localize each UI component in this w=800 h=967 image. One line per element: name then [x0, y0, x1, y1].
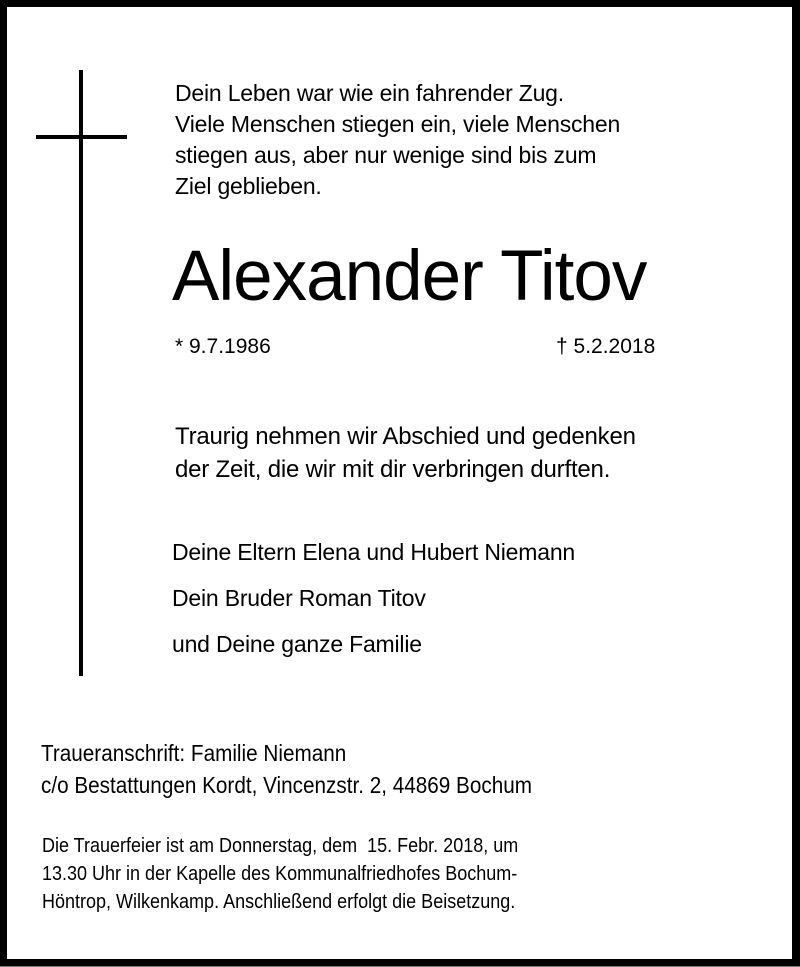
death-date: † 5.2.2018 [556, 335, 656, 358]
family-line-all: und Deine ganze Familie [172, 631, 422, 657]
deceased-name: Alexander Titov [172, 237, 647, 316]
mourning-address [41, 737, 587, 801]
address-line: c/o Bestattungen Kordt, Vincenzstr. 2, 44869 Bochum [41, 772, 532, 798]
birth-date: * 9.7.1986 [175, 335, 271, 358]
ceremony-line: Die Trauerfeier ist am Donnerstag, dem 15. Febr. 2018, um [42, 835, 519, 857]
mourning-line: Traurig nehmen wir Abschied und gedenken [175, 423, 636, 450]
mourning-line: der Zeit, die wir mit dir verbringen durften. [175, 456, 611, 483]
mourning-text [175, 420, 636, 486]
memorial-poem [175, 78, 620, 202]
cross-vertical-bar [79, 70, 83, 676]
family-line-brother: Dein Bruder Roman Titov [172, 585, 426, 611]
ceremony-line: Höntrop, Wilkenkamp. Anschließend erfolgt die Beisetzung. [42, 891, 516, 913]
family-line-parents: Deine Eltern Elena und Hubert Niemann [172, 539, 576, 565]
poem-line: Dein Leben war wie ein fahrender Zug. [175, 80, 564, 106]
poem-line: Viele Menschen stiegen ein, viele Menschen [175, 111, 621, 137]
cross-horizontal-bar [36, 135, 127, 139]
poem-line: stiegen aus, aber nur wenige sind bis zum [175, 142, 597, 168]
address-line: Traueranschrift: Familie Niemann [41, 740, 347, 766]
funeral-ceremony-info [42, 832, 571, 916]
ceremony-line: 13.30 Uhr in der Kapelle des Kommunalfriedhofes Bochum- [42, 863, 518, 885]
poem-line: Ziel geblieben. [175, 173, 322, 199]
